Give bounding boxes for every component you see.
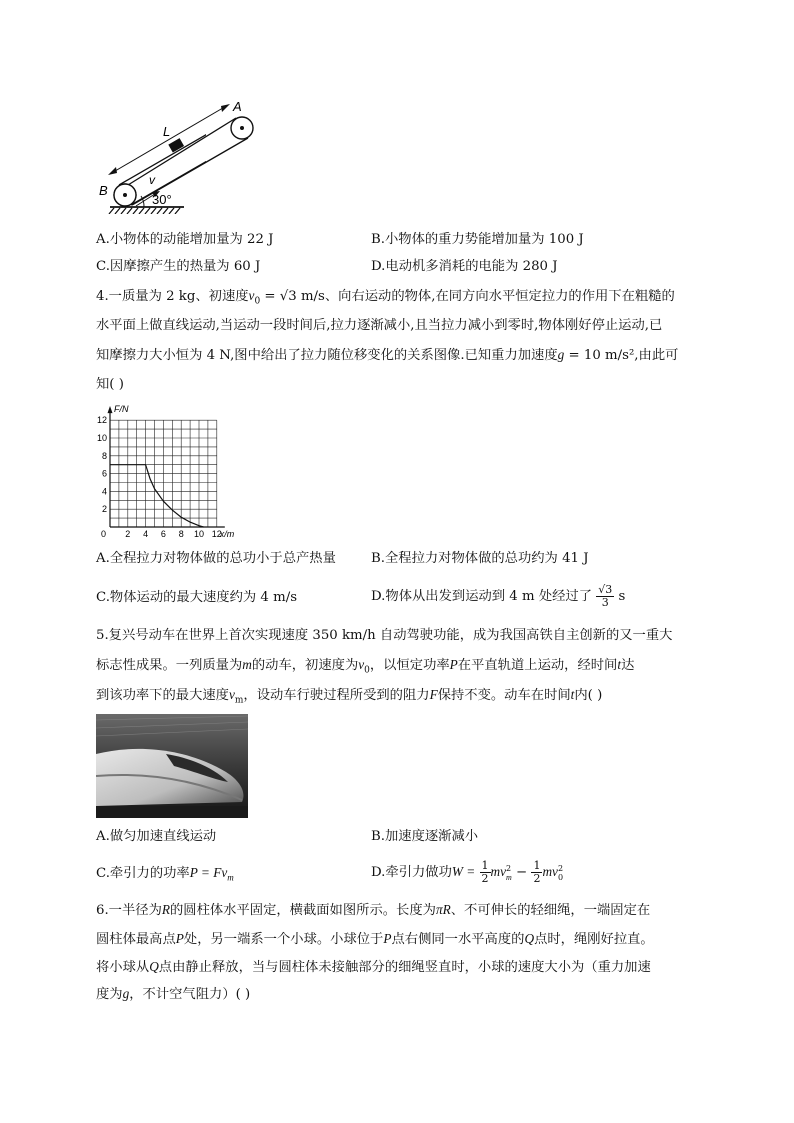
fraction-half-2: $\frac{1}{2}$ bbox=[533, 859, 541, 885]
q6-stem-line-3: 将小球从Q点由静止释放，当与圆柱体未接触部分的细绳竖直时，小球的速度大小为（重力加速 bbox=[96, 959, 651, 975]
q4-option-a: A.全程拉力对物体做的总功小于总产热量 bbox=[96, 551, 336, 566]
q5-option-d: D.牵引力做功W = $\frac{1}{2}$ mv 2 m − $\frac{1}{2}$ mv 2 0 bbox=[371, 859, 564, 885]
x-tick-label: 10 bbox=[193, 529, 205, 539]
x-axis-label: x/m bbox=[219, 529, 235, 539]
x-tick-label: 4 bbox=[143, 529, 149, 539]
q5-stem-line-1: 5.复兴号动车在世界上首次实现速度 350 km/h 自动驾驶功能，成为我国高铁自主创新的又一重大 bbox=[96, 628, 673, 643]
y-tick-label: 10 bbox=[96, 433, 107, 443]
q5-stem-line-3: 到该功率下的最大速度$v_m$，设动车行驶过程所受到的阻力F保持不变。动车在时间t内( ) bbox=[96, 687, 603, 706]
label-A: A bbox=[233, 99, 242, 114]
q6-stem-line-2: 圆柱体最高点P处，另一端系一个小球。小球位于P点右侧同一水平高度的Q点时，绳刚好拉直。 bbox=[96, 931, 654, 947]
q5-option-a: A.做匀加速直线运动 bbox=[96, 829, 217, 844]
label-v: v bbox=[149, 173, 155, 187]
y-tick-label: 4 bbox=[101, 486, 107, 497]
q3-option-c: C.因摩擦产生的热量为 60 J bbox=[96, 259, 261, 274]
q5-option-c: C.牵引力的功率$P = Fv_m$ bbox=[96, 865, 234, 883]
fraction: $\frac{√3}{3}$ bbox=[598, 583, 613, 609]
y-axis-label: F/N bbox=[114, 404, 129, 414]
q6-stem-line-4: 度为g，不计空气阻力）( ) bbox=[96, 986, 251, 1002]
y-tick-label: 2 bbox=[101, 504, 107, 515]
y-tick-label: 6 bbox=[101, 468, 107, 479]
q5-stem-line-2: 标志性成果。一列质量为m的动车，初速度为$v_0$，以恒定功率P在平直轨道上运动，经时间t达 bbox=[96, 657, 635, 676]
q3-option-b: B.小物体的重力势能增加量为 100 J bbox=[371, 232, 584, 247]
q4-option-c: C.物体运动的最大速度约为 4 m/s bbox=[96, 590, 298, 605]
force-displacement-chart bbox=[92, 404, 257, 539]
x-tick-label: 6 bbox=[160, 529, 166, 539]
q3-option-d: D.电动机多消耗的电能为 280 J bbox=[371, 259, 558, 274]
x-tick-label: 8 bbox=[178, 529, 184, 539]
x-tick-label: 2 bbox=[125, 529, 131, 539]
q4-option-b: B.全程拉力对物体做的总功约为 41 J bbox=[371, 551, 589, 566]
origin-label: 0 bbox=[100, 529, 106, 539]
fraction-half: $\frac{1}{2}$ bbox=[481, 859, 489, 885]
x-tick-label: 12 bbox=[211, 529, 222, 539]
q4-stem-line-2: 水平面上做直线运动,当运动一段时间后,拉力逐渐减小,且当拉力减小到零时,物体刚好停止运动,已 bbox=[96, 318, 663, 333]
q4-option-d: D.物体从出发到运动到 4 m 处经过了 $\frac{√3}{3}$ s bbox=[371, 583, 626, 609]
label-L: L bbox=[163, 124, 171, 139]
label-B: B bbox=[99, 183, 108, 198]
conveyor-figure-right bbox=[96, 96, 266, 214]
series-line bbox=[110, 465, 204, 527]
chart-axes bbox=[108, 406, 225, 527]
q3-option-a: A.小物体的动能增加量为 22 J bbox=[96, 232, 274, 247]
q5-option-b: B.加速度逐渐减小 bbox=[371, 829, 479, 844]
y-axis-arrow bbox=[108, 406, 113, 413]
y-tick-label: 12 bbox=[96, 415, 107, 426]
y-tick-label: 8 bbox=[101, 450, 107, 461]
chart-ticks bbox=[97, 404, 235, 539]
label-angle: 30° bbox=[152, 192, 172, 207]
q6-stem-line-1: 6.一半径为R的圆柱体水平固定，横截面如图所示。长度为πR、不可伸长的轻细绳，一端固定在 bbox=[96, 902, 651, 918]
q4-stem-line-1: 4.一质量为 2 kg、初速度$v_0 = √3$ m/s、向右运动的物体,在同方向水平恒定拉力的作用下在粗糙的 bbox=[96, 288, 675, 307]
chart-series bbox=[110, 465, 204, 527]
high-speed-train-photo bbox=[96, 714, 248, 818]
q4-stem-line-3: 知摩擦力大小恒为 4 N,图中给出了拉力随位移变化的关系图像.已知重力加速度g = 10 m/s²,由此可 bbox=[96, 347, 679, 363]
chart-grid bbox=[110, 420, 217, 527]
q4-stem-line-4: 知( ) bbox=[96, 377, 124, 392]
